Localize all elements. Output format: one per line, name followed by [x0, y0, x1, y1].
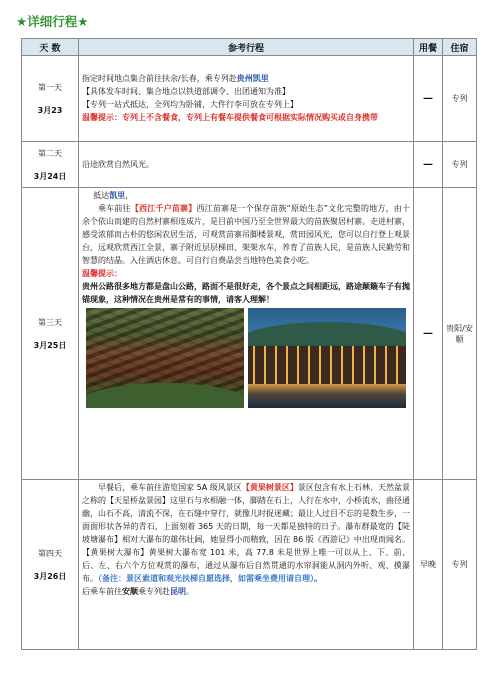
day1-destination: 贵州凯里 [236, 74, 269, 83]
header-route: 参考行程 [79, 39, 414, 56]
day4-date: 3月26日 [33, 571, 67, 581]
day3-stay: 贵阳/安顺 [443, 188, 477, 480]
table-row-day3 [22, 188, 477, 480]
day3-arrive: 抵达 [93, 191, 110, 200]
day3-arrive-city: 凯里 [109, 191, 126, 200]
day4-meal: 早晚 [414, 480, 443, 650]
day3-go: 乘车前往 [98, 204, 131, 213]
day3-route: 抵达凯里， 乘车前往【西江千户苗寨】西江苗寨是一个保存苗族“原始生态”文化完整的地方，由十余个依山而建的自然村寨相连成片，是目前中国乃至全世界最大的苗族聚居村寨。走进村寨，感受浓郁而古朴的悠闲农居生活，可观赏苗寨吊脚楼景观，赏田园风光，您可以自行登上观景台，远观欣赏西江全景，寨子附近层层梯田、架架水车，养育了苗族人民，是苗族人民勤劳和智慧的结晶。入住酒店休息。可自行自费品尝当地特色美食小吃。 温馨提示： 贵州公路很多地方都是盘山公路，路面不是很好走，各个景点之间相距远，路途颠簸车子有抛锚现象，这种情况在贵州是常有的事情，请客人理解！ [79, 188, 414, 480]
day3-tip: 贵州公路很多地方都是盘山公路，路面不是很好走，各个景点之间相距远，路途颠簸车子有抛锚现象，这种情况在贵州是常有的事情，请客人理解！ [82, 282, 410, 304]
day1-line1: 指定时间地点集合前往扶余/长春，乘专列赴 [82, 74, 237, 83]
day1-meal: — [414, 56, 443, 142]
day4-route: 早餐后，乘车前往游览国家 5A 级风景区【黄果树景区】景区包含有水上石林、天然盆景之称的【天星桥盆景园】这里石与水相融一体，脚踏在石上，人行在水中，小桥流水，曲径通幽，山石不高，清流不深，在石缝中穿行，就像儿时捉迷藏；最让人过目不忘的是数生步，一面面形状各异的青石，上面刻着 365 天的日期，每一天都是独特的日子。瀑布群最宽的【陡坡塘瀑布】相对大瀑布的雄伟壮阔，她显得小而精致，因在 86 版《西游记》中出现而闻名。【黄果树大瀑布】黄果树大瀑布宽 101 米，高 77.8 米是世界上唯一可以从上、下、前、后、左、右六个方位观赏的瀑布，通过从瀑布后自然贯通的水帘洞能从洞内外听、观、摸瀑布。（备注：景区索道和观光扶梯自愿选择，如需乘坐费用请自理）。 后乘车前往安顺乘专列赴昆明。 [79, 480, 414, 650]
day4-intro: 早餐后，乘车前往游览国家 5A 级风景区 [98, 483, 242, 492]
day2-stay: 专列 [443, 142, 477, 188]
day3-desc: 西江苗寨是一个保存苗族“原始生态”文化完整的地方，由十余个依山而建的自然村寨相连成片，是目前中国乃至全世界最大的苗族聚居村寨。走进村寨，感受浓郁而古朴的悠闲农居生活，可观赏苗寨吊脚楼景观，赏田园风光，您可以自行登上观景台，远观欣赏西江全景，寨子附近层层梯田、架架水车，养育了苗族人民，是苗族人民勤劳和智慧的结晶。入住酒店休息。可自行自费品尝当地特色美食小吃。 [82, 204, 410, 265]
day1-line3: 【专列一站式抵达，全列均为卧铺，大件行李可放在专列上】 [82, 100, 298, 109]
day2-route [79, 142, 414, 188]
day1-tip-label: 温馨提示： [82, 113, 122, 122]
day3-cell [22, 188, 79, 480]
xijiang-night-photo [248, 308, 406, 408]
day2-date: 3月24日 [33, 171, 67, 181]
day4-spot: 【黄果树景区】 [241, 483, 298, 492]
day4-city2: 昆明 [170, 587, 186, 596]
day4-note: （备注：景区索道和观光扶梯自愿选择，如需乘坐费用请自理）。 [98, 574, 322, 583]
day4-stay: 专列 [443, 480, 477, 650]
table-row-day2 [22, 142, 477, 188]
itinerary-table [21, 38, 477, 650]
header-stay: 住宿 [443, 39, 477, 56]
table-row-day1 [22, 56, 477, 142]
day2-meal: — [414, 142, 443, 188]
xijiang-village-photo [86, 308, 244, 408]
day2-text: 沿途欣赏自然风光。 [82, 159, 154, 169]
day1-stay: 专列 [443, 56, 477, 142]
day3-meal: — [414, 188, 443, 480]
section-title: ★详细行程★ [16, 14, 89, 29]
header-meal: 用餐 [414, 39, 443, 56]
day3-name: 第三天 [38, 317, 62, 327]
day1-line2: 【具体发车时间、集合地点以铁道部调令、出团通知为准】 [82, 87, 290, 96]
day1-cell [22, 56, 79, 142]
table-header-row [22, 39, 477, 56]
day2-cell [22, 142, 79, 188]
day1-name: 第一天 [38, 82, 62, 92]
day3-date: 3月25日 [33, 340, 67, 350]
day1-date: 3月23 [37, 105, 63, 115]
day2-name: 第二天 [38, 148, 62, 158]
day1-route [79, 56, 414, 142]
day4-name: 第四天 [38, 548, 62, 558]
day4-next: 后乘车前往 [82, 587, 122, 596]
day1-tip: 专列上不含餐食，专列上有餐车提供餐食可根据实际情况购买或自身携带 [122, 113, 378, 122]
day4-cell [22, 480, 79, 650]
table-row-day4 [22, 480, 477, 650]
day4-desc: 景区包含有水上石林、天然盆景之称的【天星桥盆景园】这里石与水相融一体，脚踏在石上，人行在水中，小桥流水，曲径通幽，山石不高，清流不深，在石缝中穿行，就像儿时捉迷藏；最让人过目不忘的是数生步，一面面形状各异的青石，上面刻着 365 天的日期，每一天都是独特的日子。瀑布群最宽的【陡坡塘瀑布】相对大瀑布的雄伟壮阔，她显得小而精致，因在 86 版《西游记》中出现而闻名。【黄果树大瀑布】黄果树大瀑布宽 101 米，高 77.8 米是世界上唯一可以从上、下、前、后、左、右六个方位观赏的瀑布，通过从瀑布后自然贯通的水帘洞能从洞内外听、观、摸瀑布。 [82, 483, 410, 583]
day4-city1: 安顺 [122, 587, 138, 596]
day3-tip-label: 温馨提示： [82, 269, 122, 278]
day3-spot: 【西江千户苗寨】 [130, 204, 197, 213]
header-day: 天 数 [22, 39, 79, 56]
day3-photos [82, 306, 410, 411]
